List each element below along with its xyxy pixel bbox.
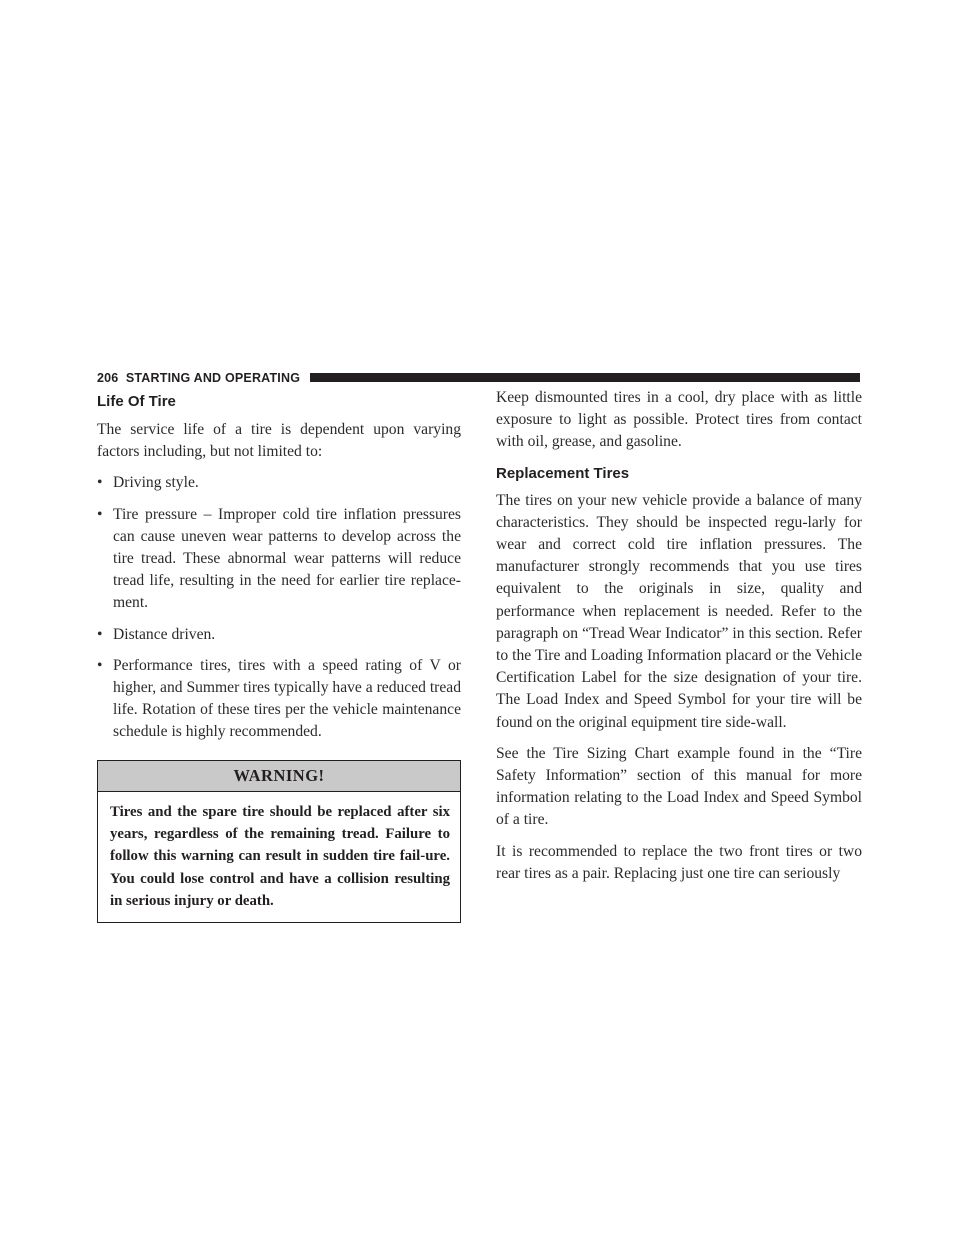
warning-body: Tires and the spare tire should be replaced after six years, regardless of the remaining tread. Failure to follow this warning can result in sudden tire fail-ure. You could lose control and have a collision resulting in serious injury or death. <box>110 803 450 910</box>
bullet-icon: • <box>97 474 103 492</box>
list-item: • Driving style. <box>97 472 461 494</box>
replacement-paragraph: The tires on your new vehicle provide a balance of many characteristics. They should be inspected regu-larly for wear and correct cold tire inflation pressures. The manufacturer strongly recommends that you use tires equivalent to the originals in size, quality and performance when replacement is needed. Refer to the paragraph on “Tread Wear Indicator” in this section. Refer to the Tire and Loading Information placard or the Vehicle Certification Label for the size designation of your tire. The Load Index and Speed Symbol for your tire will be found on the original equipment tire side-wall. <box>496 491 862 731</box>
page-number-and-section <box>97 370 300 386</box>
life-of-tire-intro: The service life of a tire is dependent upon varying factors including, but not limited to: <box>97 421 461 461</box>
pair-replacement-paragraph: It is recommended to replace the two front tires or two rear tires as a pair. Replacing just one tire can seriously <box>496 842 862 882</box>
section-title: STARTING AND OPERATING <box>125 371 301 385</box>
bullet-icon: • <box>97 656 103 674</box>
replacement-tires-heading: Replacement Tires <box>496 464 630 482</box>
right-column <box>496 387 862 894</box>
tire-factor-list <box>97 472 461 743</box>
storage-paragraph: Keep dismounted tires in a cool, dry place with as little exposure to light as possible. Protect tires from contact with oil, grease, and gasoline. <box>496 389 862 451</box>
header-rule <box>310 373 860 382</box>
tire-sizing-paragraph: See the Tire Sizing Chart example found in the “Tire Safety Information” section of this manual for more information relating to the Load Index and Speed Symbol of a tire. <box>496 744 862 829</box>
bullet-icon: • <box>97 625 103 643</box>
list-item: • Performance tires, tires with a speed rating of V or higher, and Summer tires typically have a reduced tread life. Rotation of these tires per the vehicle maintenance schedule is highly recommended. <box>97 656 461 741</box>
warning-box <box>97 760 461 923</box>
bullet-icon: • <box>97 505 103 523</box>
page-header <box>97 370 860 386</box>
list-item: • Distance driven. <box>97 624 461 646</box>
left-column <box>97 392 461 923</box>
warning-title: WARNING! <box>98 761 460 792</box>
list-item: • Tire pressure – Improper cold tire inflation pressures can cause uneven wear patterns to develop across the tire tread. These abnormal wear patterns will reduce tread life, resulting in the need for earlier tire replace-ment. <box>97 505 461 612</box>
page-number: 206 <box>97 371 119 385</box>
life-of-tire-heading: Life Of Tire <box>97 393 176 410</box>
